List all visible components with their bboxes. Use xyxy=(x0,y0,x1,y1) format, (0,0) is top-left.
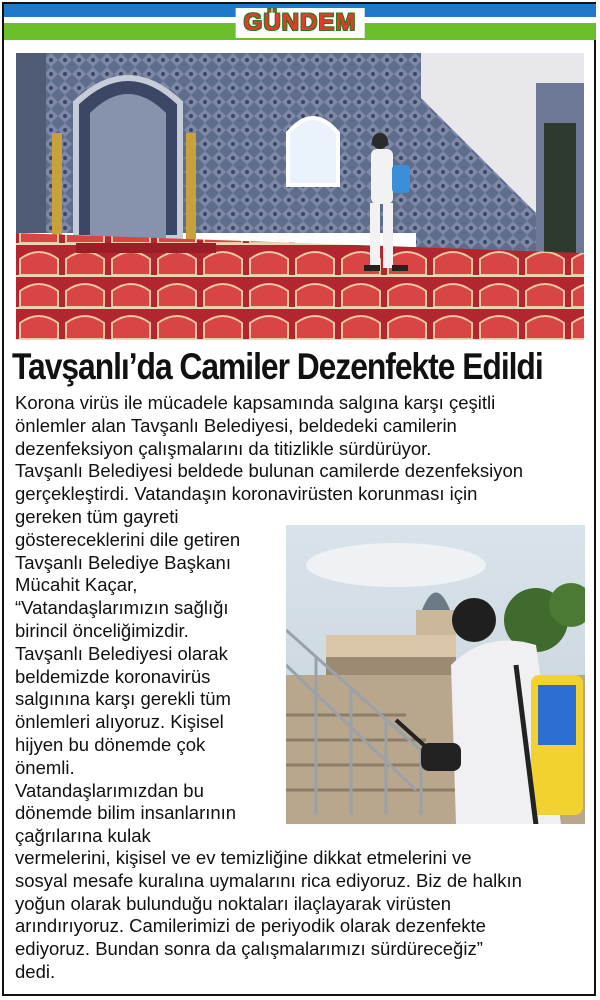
text-line: sosyal mesafe kuralına uymalarını rica ediyoruz. Biz de halkın xyxy=(15,869,522,891)
text-line: önlemler alan Tavşanlı Belediyesi, beldedeki camilerin xyxy=(15,414,457,436)
article-title: Tavşanlı’da Camiler Dezenfekte Edildi xyxy=(12,346,543,387)
text-line: dönemde bilim insanlarının xyxy=(15,802,237,824)
article-intro xyxy=(15,392,590,506)
text-line: önlemleri alıyoruz. Kişisel xyxy=(15,711,224,733)
section-label: GÜNDEM xyxy=(243,9,357,36)
text-line: vermelerini, kişisel ve ev temizliğine dikkat etmelerini ve xyxy=(15,847,472,868)
section-logo xyxy=(236,8,365,38)
text-line: Mücahit Kaçar, xyxy=(15,574,138,596)
section-header-band xyxy=(4,4,596,40)
text-line: dedi. xyxy=(15,960,56,982)
text-line: önemli. xyxy=(15,756,75,778)
article-column-text xyxy=(15,506,280,848)
article-outro xyxy=(15,847,590,984)
text-line: gereken tüm gayreti xyxy=(15,506,179,527)
text-line: “Vatandaşlarımızın sağlığı xyxy=(15,597,229,619)
text-line: yoğun olarak bulunduğu noktaları ilaçlayarak virüsten xyxy=(15,892,452,914)
text-line: hijyen bu dönemde çok xyxy=(15,733,206,755)
text-line: ediyoruz. Bundan sonra da çalışmalarımızı sürdüreceğiz” xyxy=(15,938,483,960)
text-line: göstereceklerini dile getiren xyxy=(15,528,241,550)
mosque-exterior-photo xyxy=(286,525,585,824)
mosque-interior-image xyxy=(16,53,584,340)
text-line: salgınına karşı gerekli tüm xyxy=(15,688,231,710)
text-line: beldemizde koronavirüs xyxy=(15,665,211,687)
text-line: Tavşanlı Belediyesi olarak xyxy=(15,642,228,664)
mosque-interior-photo xyxy=(16,53,584,340)
text-line: Tavşanlı Belediye Başkanı xyxy=(15,551,231,573)
text-line: Tavşanlı Belediyesi beldede bulunan camilerde dezenfeksiyon xyxy=(15,460,524,482)
mosque-exterior-image xyxy=(286,525,585,824)
text-line: Korona virüs ile mücadele kapsamında salgına karşı çeşitli xyxy=(15,392,496,413)
text-line: çağrılarına kulak xyxy=(15,825,151,847)
text-line: birincil önceliğimizdir. xyxy=(15,619,189,641)
text-line: gerçekleştirdi. Vatandaşın koronavirüsten korunması için xyxy=(15,483,478,505)
text-line: dezenfeksiyon çalışmalarını da titizlikle sürdürüyor. xyxy=(15,437,432,459)
text-line: Vatandaşlarımızdan bu xyxy=(15,779,204,801)
text-line: arındırıyoruz. Camilerimizi de periyodik olarak dezenfekte xyxy=(15,915,486,937)
